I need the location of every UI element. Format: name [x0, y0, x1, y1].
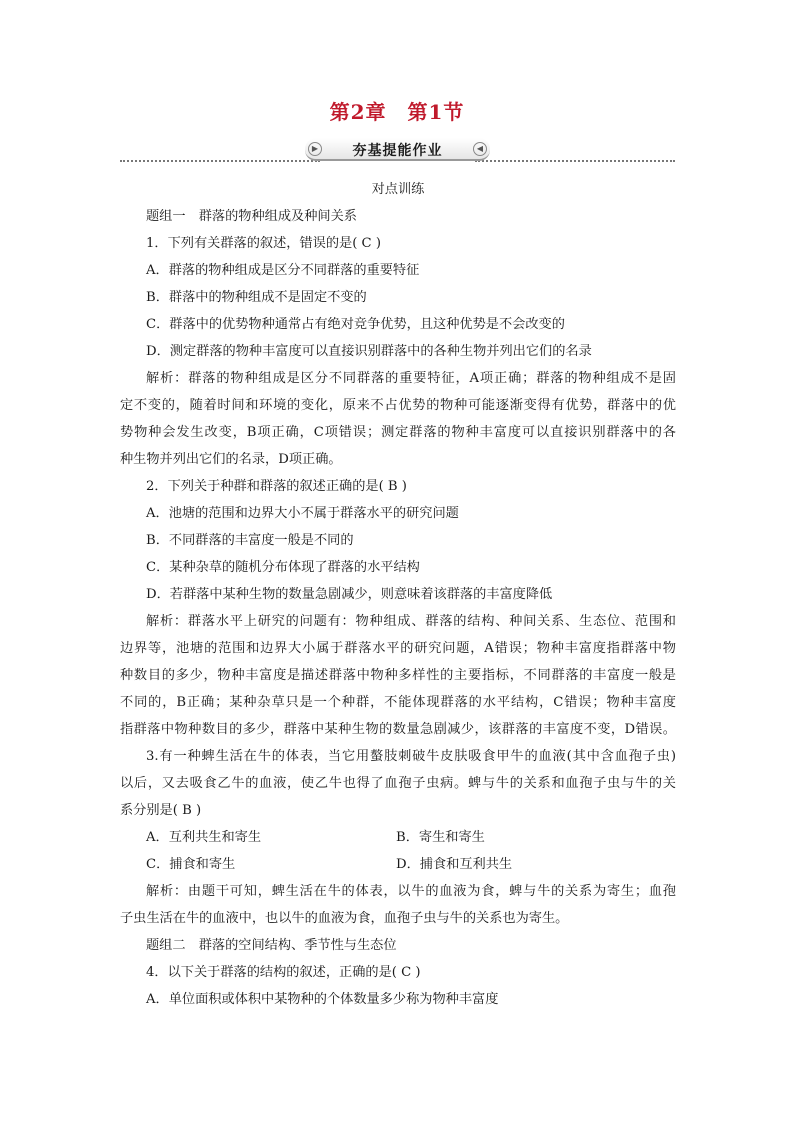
question-stem: 系分别是( B ): [120, 803, 202, 818]
explanation-line: 解析：群落的物种组成是区分不同群落的重要特征，A项正确；群落的物种组成不是固: [146, 371, 676, 386]
document-body: [120, 176, 676, 1013]
option-row: [120, 851, 676, 878]
explanation-line: 解析：由题干可知，蜱生活在牛的体表，以牛的血液为食，蜱与牛的关系为寄生；血孢: [146, 884, 676, 899]
explanation-line: 势物种会发生改变，B项正确，C项错误；测定群落的物种丰富度可以直接识别群落中的各: [120, 425, 676, 440]
option-b: B．寄生和寄生: [396, 830, 485, 845]
banner-pill: [305, 138, 490, 161]
explanation-line: 解析：群落水平上研究的问题有：物种组成、群落的结构、种间关系、生态位、范围和: [146, 614, 676, 629]
option-a: A．单位面积或体积中某物种的个体数量多少称为物种丰富度: [146, 992, 499, 1007]
option-row: [120, 824, 676, 851]
section-banner: [120, 138, 675, 162]
question-stem: 2．下列关于种群和群落的叙述正确的是( B ): [146, 479, 407, 494]
question-stem: 以后，又去吸食乙牛的血液，使乙牛也得了血孢子虫病。蜱与牛的关系和血孢子虫与牛的关: [120, 776, 676, 791]
dotted-rule-right: [475, 160, 675, 162]
explanation-line: 种生物并列出它们的名录，D项正确。: [120, 452, 342, 467]
option-c: C．某种杂草的随机分布体现了群落的水平结构: [146, 560, 420, 575]
group-title: 题组一 群落的物种组成及种间关系: [146, 209, 357, 224]
explanation-line: 指群落中物种数目的多少，群落中某种生物的数量急剧减少，该群落的丰富度不变，D错误。: [120, 722, 676, 737]
option-d: D．测定群落的物种丰富度可以直接识别群落中的各种生物并列出它们的名录: [146, 344, 592, 359]
option-d: D．若群落中某种生物的数量急剧减少，则意味着该群落的丰富度降低: [146, 587, 553, 602]
option-c: C．捕食和寄生: [146, 857, 236, 872]
explanation-line: 定不变的，随着时间和环境的变化，原来不占优势的物种可能逐渐变得有优势，群落中的优: [120, 398, 676, 413]
option-b: B．不同群落的丰富度一般是不同的: [146, 533, 354, 548]
option-a: A．池塘的范围和边界大小不属于群落水平的研究问题: [146, 506, 459, 521]
section-title: 对点训练: [371, 182, 425, 197]
explanation-line: 边界等，池塘的范围和边界大小属于群落水平的研究问题，A错误；物种丰富度指群落中物: [120, 641, 676, 656]
explanation-line: 不同的，B正确；某种杂草只是一个种群，不能体现群落的水平结构，C错误；物种丰富度: [120, 695, 676, 710]
question-stem: 3.有一种蜱生活在牛的体表，当它用螯肢刺破牛皮肤吸食甲牛的血液(其中含血孢子虫): [146, 749, 676, 764]
play-right-icon: ▶: [308, 142, 322, 156]
option-d: D．捕食和互利共生: [396, 857, 513, 872]
dotted-rule-left: [120, 160, 320, 162]
option-a: A．互利共生和寄生: [146, 830, 262, 845]
question-stem: 1．下列有关群落的叙述，错误的是( C ): [146, 236, 381, 251]
play-left-icon: ◀: [473, 142, 487, 156]
option-c: C．群落中的优势物种通常占有绝对竞争优势，且这种优势是不会改变的: [146, 317, 565, 332]
chapter-title: 第2章 第1节: [329, 100, 465, 124]
explanation-line: 种数目的多少，物种丰富度是描述群落中物种多样性的主要指标，不同群落的丰富度一般是: [120, 668, 676, 683]
option-b: B．群落中的物种组成不是固定不变的: [146, 290, 367, 305]
explanation-line: 子虫生活在牛的血液中，也以牛的血液为食，血孢子虫与牛的关系也为寄生。: [120, 911, 569, 926]
question-stem: 4．以下关于群落的结构的叙述，正确的是( C ): [146, 965, 421, 980]
group-title: 题组二 群落的空间结构、季节性与生态位: [146, 938, 397, 953]
option-a: A．群落的物种组成是区分不同群落的重要特征: [146, 263, 420, 278]
banner-label: 夯基提能作业: [352, 143, 443, 159]
